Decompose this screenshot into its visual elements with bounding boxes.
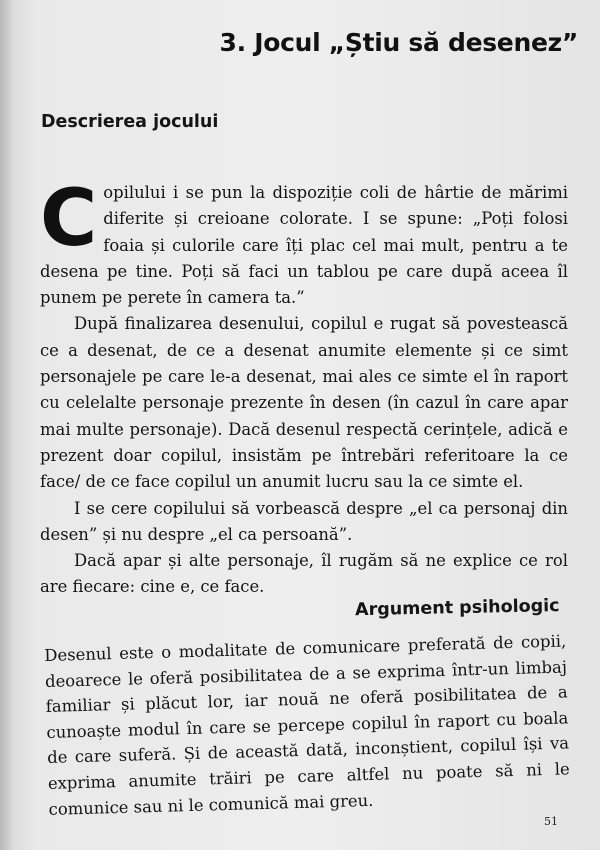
paragraph-character: I se cere copilului să vorbească despre „el ca personaj din desen” și nu despre „el ca persoană”. — [40, 498, 568, 544]
paragraph-intro-text: opilului i se pun la dispoziție coli de hârtie de mărimi diferite și creioane colorate. I se spune: „Poți folosi foaia și culorile care îți plac cel mai mult, pentru a te desena pe tine. Poți să faci un tablou pe care după aceea îl punem pe perete în camera ta.” — [40, 183, 568, 308]
paragraph-intro — [40, 174, 568, 311]
spine-shadow — [0, 0, 14, 850]
page-number: 51 — [544, 815, 558, 828]
section-heading-argument: Argument psihologic — [355, 596, 561, 621]
paragraph-after-drawing: După finalizarea desenului, copilul e rugat să povestească ce a desenat, de ce a desenat anumite elemente și ce simt personajele pe care le-a desenat, mai ales ce simte el în raport cu celelalte personaje prezente în desen (în cazul în care apar mai multe personaje). Dacă desenul respectă cerințele, adică e prezent doar copilul, insistăm pe întrebări referitoare la ce face/ de ce face copilul un anumit lucru sau la ce simte el. — [40, 314, 568, 492]
argument-text-block — [44, 628, 571, 822]
chapter-title: 3. Jocul „Știu să desenez” — [219, 28, 578, 57]
drop-cap: C — [40, 174, 96, 264]
description-text-block — [40, 174, 568, 601]
paragraph-other-characters: Dacă apar și alte personaje, îl rugăm să ne explice ce rol are fiecare: cine e, ce face. — [40, 551, 568, 597]
section-heading-description: Descrierea jocului — [41, 112, 219, 132]
paragraph-argument: Desenul este o modalitate de comunicare preferată de copii, deoarece le oferă posibilitatea de a se exprima într-un limbaj familiar și plăcut lor, iar nouă ne oferă posibilitatea de a cunoaște modul în care se percepe copilul în raport cu boala de care suferă. Și de această dată, inconștient, copilul își va exprima anumite trăiri pe care altfel nu poate să ni le comunice sau ni le comunică mai greu. — [44, 631, 570, 819]
